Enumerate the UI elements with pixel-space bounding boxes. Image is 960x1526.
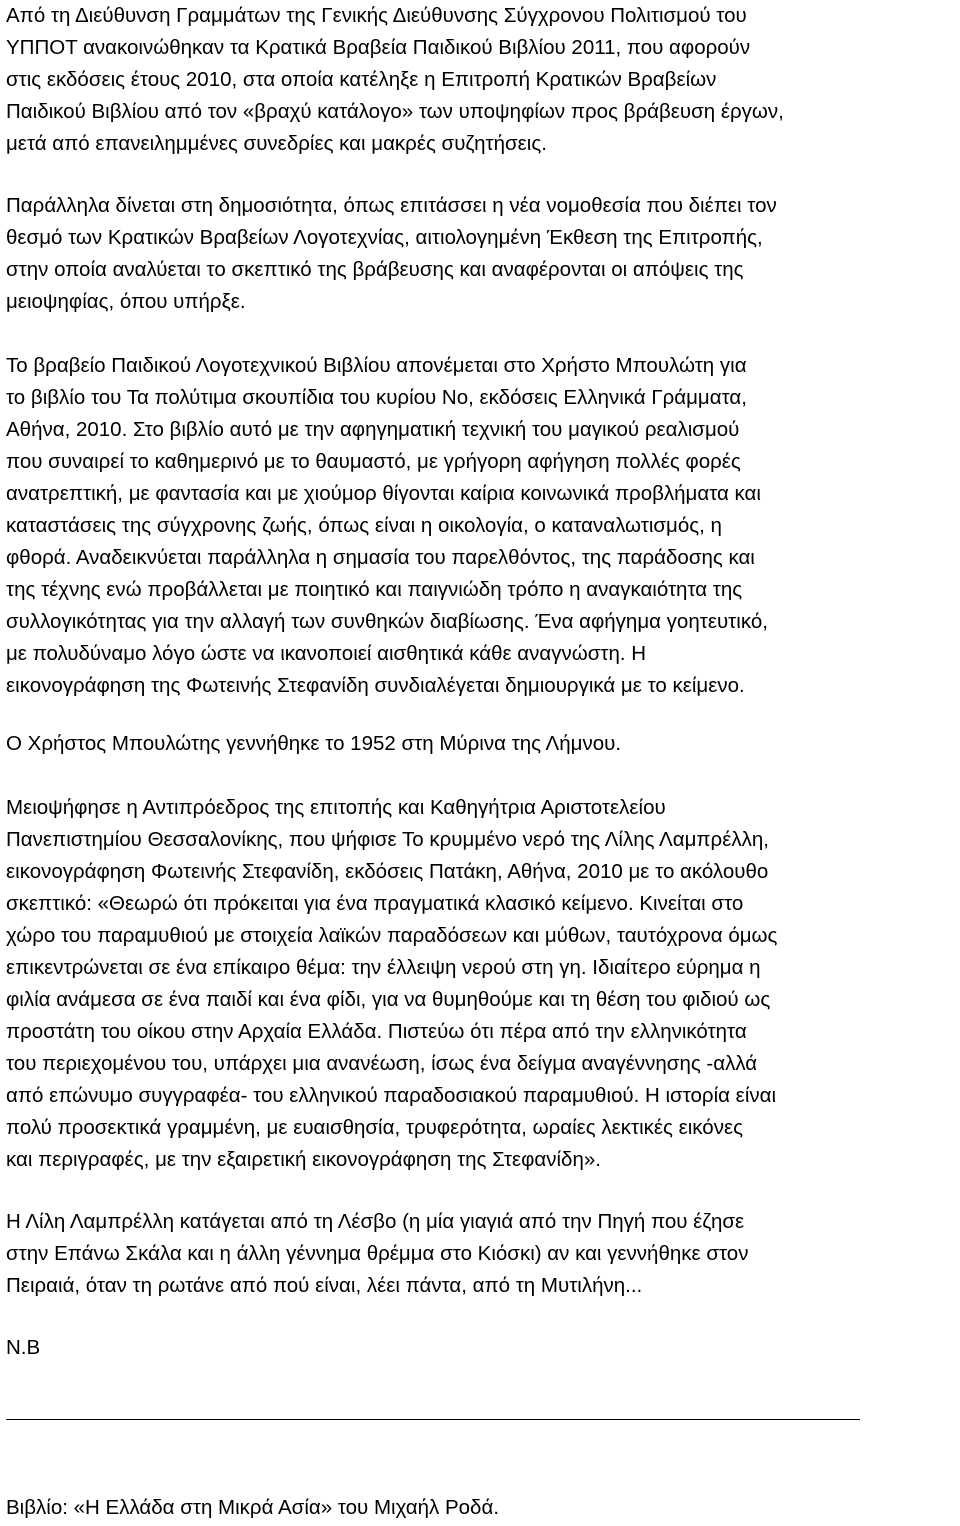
text-line: από επώνυμο συγγραφέα- του ελληνικού παραδοσιακού παραμυθιού. Η ιστορία είναι [6, 1084, 777, 1107]
text-line: συλλογικότητας για την αλλαγή των συνθηκών διαβίωσης. Ένα αφήγημα γοητευτικό, [6, 610, 768, 633]
text-line: σκεπτικό: «Θεωρώ ότι πρόκειται για ένα πραγματικά κλασικό κείμενο. Κινείται στο [6, 892, 744, 915]
text-line: Από τη Διεύθυνση Γραμμάτων της Γενικής Διεύθυνσης Σύγχρονου Πολιτισμού του [6, 4, 747, 27]
horizontal-rule [6, 1419, 860, 1420]
text-line: στις εκδόσεις έτους 2010, στα οποία κατέληξε η Επιτροπή Κρατικών Βραβείων [6, 68, 717, 91]
text-line: καταστάσεις της σύγχρονης ζωής, όπως είναι η οικολογία, ο καταναλωτισμός, η [6, 514, 722, 537]
text-line: Παιδικού Βιβλίου από τον «βραχύ κατάλογο» των υποψηφίων προς βράβευση έργων, [6, 100, 784, 123]
text-line: φιλία ανάμεσα σε ένα παιδί και ένα φίδι, για να θυμηθούμε και τη θέση του φιδιού ως [6, 988, 771, 1011]
paragraph-author-bio [6, 728, 621, 760]
text-line: χώρο του παραμυθιού με στοιχεία λαϊκών παραδόσεων και μύθων, ταυτόχρονα όμως [6, 924, 778, 947]
text-line: στην Επάνω Σκάλα και η άλλη γέννημα θρέμμα στο Κιόσκι) αν και γεννήθηκε στον [6, 1242, 749, 1265]
text-line: Παράλληλα δίνεται στη δημοσιότητα, όπως επιτάσσει η νέα νομοθεσία που διέπει τον [6, 194, 777, 217]
text-line: μετά από επανειλημμένες συνεδρίες και μακρές συζητήσεις. [6, 132, 547, 155]
text-line: στην οποία αναλύεται το σκεπτικό της βράβευσης και αναφέρονται οι απόψεις της [6, 258, 744, 281]
paragraph-lampbrelli-bio [6, 1206, 748, 1302]
text-line: ανατρεπτική, με φαντασία και με χιούμορ θίγονται καίρια κοινωνικά προβλήματα και [6, 482, 761, 505]
text-line: προστάτη του οίκου στην Αρχαία Ελλάδα. Πιστεύω ότι πέρα από την ελληνικότητα [6, 1020, 747, 1043]
text-line: που συναιρεί το καθημερινό με το θαυμαστό, με γρήγορη αφήγηση πολλές φορές [6, 450, 741, 473]
text-line: μειοψηφίας, όπου υπήρξε. [6, 290, 246, 313]
text-line: Το βραβείο Παιδικού Λογοτεχνικού Βιβλίου απονέμεται στο Χρήστο Μπουλώτη για [6, 354, 747, 377]
text-line: Ο Χρήστος Μπουλώτης γεννήθηκε το 1952 στη Μύρινα της Λήμνου. [6, 732, 622, 755]
footer-note: Βιβλίο: «Η Ελλάδα στη Μικρά Ασία» του Μιχαήλ Ροδά. [6, 1496, 500, 1519]
text-line: Η Λίλη Λαμπρέλλη κατάγεται από τη Λέσβο (η μία γιαγιά από την Πηγή που έζησε [6, 1210, 745, 1233]
text-line: επικεντρώνεται σε ένα επίκαιρο θέμα: την έλλειψη νερού στη γη. Ιδιαίτερο εύρημα η [6, 956, 761, 979]
text-line: της τέχνης ενώ προβάλλεται με ποιητικό και παιγνιώδη τρόπο η αναγκαιότητα της [6, 578, 743, 601]
text-line: και περιγραφές, με την εξαιρετική εικονογράφηση της Στεφανίδη». [6, 1148, 601, 1171]
text-line: Πανεπιστημίου Θεσσαλονίκης, που ψήφισε Το κρυμμένο νερό της Λίλης Λαμπρέλλη, [6, 828, 769, 851]
text-line: ΥΠΠΟΤ ανακοινώθηκαν τα Κρατικά Βραβεία Παιδικού Βιβλίου 2011, που αφορούν [6, 36, 751, 59]
text-line: Μειοψήφησε η Αντιπρόεδρος της επιτοπής και Καθηγήτρια Αριστοτελείου [6, 796, 666, 819]
text-line: φθορά. Αναδεικνύεται παράλληλα η σημασία του παρελθόντος, της παράδοσης και [6, 546, 755, 569]
text-line: με πολυδύναμο λόγο ώστε να ικανοποιεί αισθητικά κάθε αναγνώστη. Η [6, 642, 647, 665]
text-line: του περιεχομένου του, υπάρχει μια ανανέωση, ίσως ένα δείγμα αναγέννησης -αλλά [6, 1052, 758, 1075]
text-line: πολύ προσεκτικά γραμμένη, με ευαισθησία, τρυφερότητα, ωραίες λεκτικές εικόνες [6, 1116, 743, 1139]
text-line: Πειραιά, όταν τη ρωτάνε από πού είναι, λέει πάντα, από τη Μυτιλήνη... [6, 1274, 643, 1297]
paragraph-award [6, 350, 768, 702]
signature: Ν.Β [6, 1336, 41, 1359]
text-line: εικονογράφηση της Φωτεινής Στεφανίδη συνδιαλέγεται δημιουργικά με το κείμενο. [6, 674, 745, 697]
paragraph-report [6, 190, 777, 318]
paragraph-minority-opinion [6, 792, 777, 1176]
text-line: θεσμό των Κρατικών Βραβείων Λογοτεχνίας, αιτιολογημένη Έκθεση της Επιτροπής, [6, 226, 763, 249]
text-line: εικονογράφηση Φωτεινής Στεφανίδη, εκδόσεις Πατάκη, Αθήνα, 2010 με το ακόλουθο [6, 860, 769, 883]
paragraph-announcement [6, 0, 784, 160]
text-line: το βιβλίο του Τα πολύτιμα σκουπίδια του κυρίου Νο, εκδόσεις Ελληνικά Γράμματα, [6, 386, 747, 409]
text-line: Αθήνα, 2010. Στο βιβλίο αυτό με την αφηγηματική τεχνική του μαγικού ρεαλισμού [6, 418, 740, 441]
